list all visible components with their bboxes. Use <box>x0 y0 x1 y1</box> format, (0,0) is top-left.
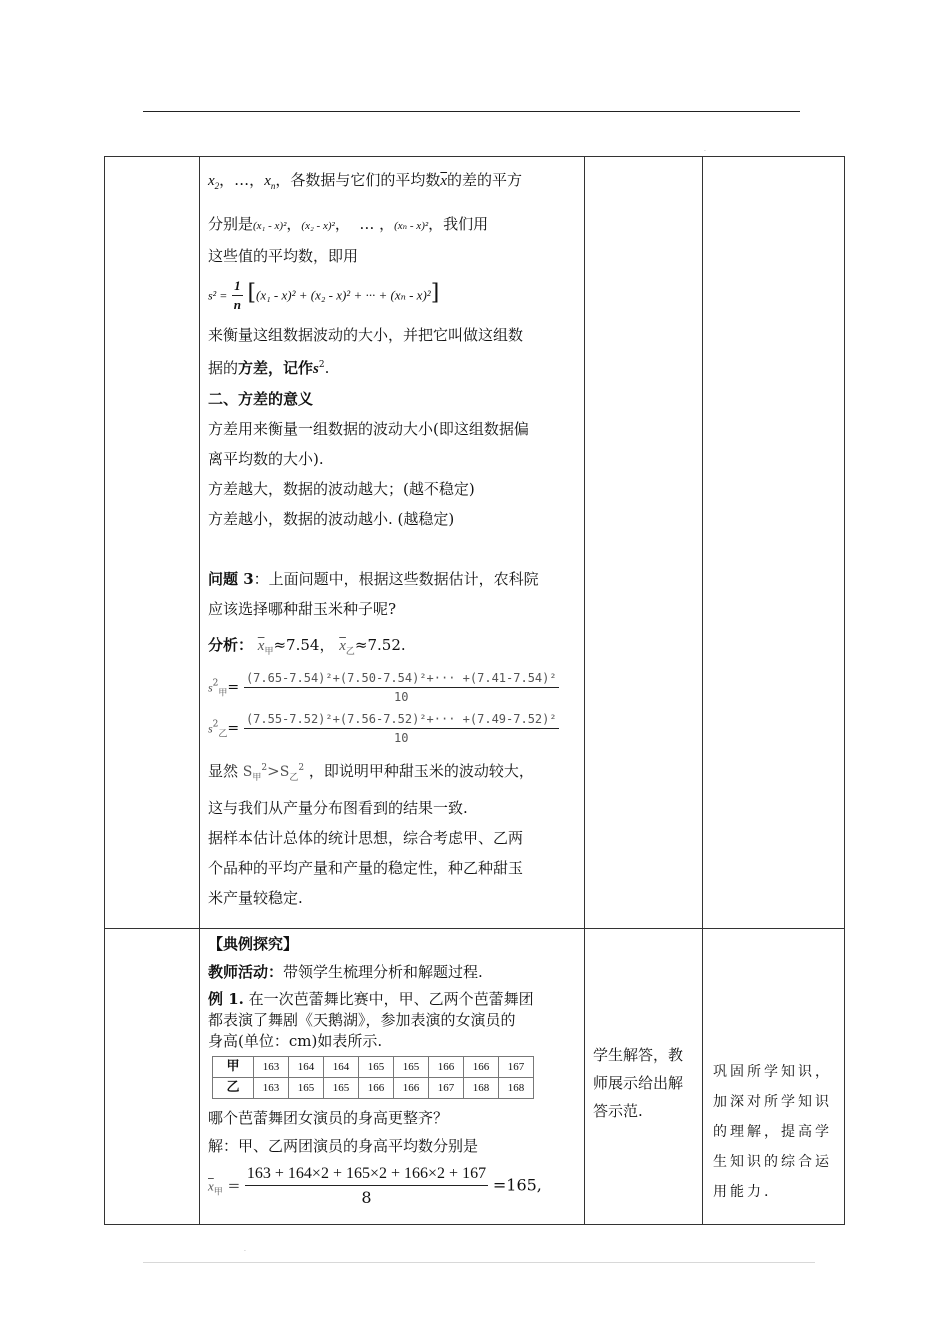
average-formula: $\overline{x}_甲$ = $\frac{163 + 164\times 2 + 165\times 2 + 166\times 2 + 167}{8}$ =165, <box>208 1165 542 1207</box>
height-value: 164 <box>324 1057 359 1078</box>
intent-cell-empty <box>703 157 845 929</box>
conclusion-1: 显然 $S_甲^2>S_乙^2$ ，即说明甲种甜玉米的波动较大， <box>208 762 534 783</box>
question-text: 哪个芭蕾舞团女演员的身高更整齐？ <box>208 1109 449 1127</box>
header-rule <box>143 111 800 112</box>
section-title-example: 【典例探究】 <box>208 935 299 953</box>
height-value: 166 <box>394 1078 429 1099</box>
height-value: 166 <box>464 1057 499 1078</box>
solution-text: 解：甲、乙两团演员的身高平均数分别是 <box>208 1137 479 1155</box>
height-value: 168 <box>499 1078 534 1099</box>
height-value: 163 <box>254 1078 289 1099</box>
height-value: 166 <box>429 1057 464 1078</box>
meaning-line-2: 离平均数的大小). <box>208 450 324 468</box>
conclusion-4: 个品种的平均产量和产量的稳定性，种乙种甜玉 <box>208 859 524 877</box>
content-cell <box>200 157 585 929</box>
page-mark: . <box>244 1246 246 1253</box>
teacher-activity: 教师活动：带领学生梳理分析和解题过程. <box>208 963 483 981</box>
variance-definition-2: 据的方差，记作$s^2$. <box>208 359 330 377</box>
height-value: 164 <box>289 1057 324 1078</box>
height-value: 165 <box>324 1078 359 1099</box>
table-row <box>213 1078 534 1099</box>
variance-intro-line: $x_2$，…，$x_n$，各数据与它们的平均数$\overline{x}$的差的平方 <box>208 171 523 191</box>
average-line: 这些值的平均数，即用 <box>208 247 359 265</box>
variance-formula: s² = $\frac{1}{n}$ [(x₁ - x)² + (x₂ - x)² + ··· + (xₙ - x)²] <box>208 278 440 312</box>
heights-table <box>212 1056 534 1099</box>
table-row <box>213 1057 534 1078</box>
height-value: 166 <box>359 1078 394 1099</box>
group-label: 甲 <box>213 1057 254 1078</box>
analysis-means: 分析： $\overline{x}_甲\approx 7.54$， $\overline{x}_乙\approx 7.52$. <box>208 636 406 657</box>
section-title-meaning: 二、方差的意义 <box>208 390 314 408</box>
student-activity: 学生解答，教师展示给出解答示范. <box>593 1046 684 1120</box>
meaning-line-4: 方差越小，数据的波动越小. (越稳定) <box>208 510 455 528</box>
stage-cell <box>105 929 200 1225</box>
table-row <box>105 157 845 929</box>
variance-yi-formula: $s^2_乙=$ $\frac{\text{(7.55-7.52)²+(7.56-7.52)²+··· +(7.49-7.52)²}}{10}$ <box>208 712 557 745</box>
height-value: 165 <box>394 1057 429 1078</box>
conclusion-5: 米产量较稳定. <box>208 889 303 907</box>
page-mark: . <box>704 146 706 153</box>
example-1-text: 例 1. 在一次芭蕾舞比赛中，甲、乙两个芭蕾舞团 都表演了舞剧《天鹅湖》，参加表演的女演员的 身高(单位：cm)如表所示. <box>208 990 534 1050</box>
lesson-table <box>104 156 845 1225</box>
student-cell-empty <box>585 157 703 929</box>
table-row <box>105 929 845 1225</box>
question-3: 问题 3：上面问题中，根据这些数据估计，农科院 <box>208 570 539 588</box>
deviation-terms-line: 分别是(x₁ - x)²，(x₂ - x)²， … ，(xₙ - x)²，我们用 <box>208 215 489 233</box>
conclusion-3: 据样本估计总体的统计思想，综合考虑甲、乙两 <box>208 829 524 847</box>
footer-rule <box>143 1262 815 1263</box>
student-activity-cell <box>585 929 703 1225</box>
example-cell <box>200 929 585 1225</box>
question-3-cont: 应该选择哪种甜玉米种子呢? <box>208 600 397 618</box>
group-label: 乙 <box>213 1078 254 1099</box>
conclusion-2: 这与我们从产量分布图看到的结果一致. <box>208 799 468 817</box>
spacer <box>208 534 580 564</box>
design-intent-cell <box>703 929 845 1225</box>
meaning-line-3: 方差越大，数据的波动越大；(越不稳定) <box>208 480 475 498</box>
height-value: 167 <box>499 1057 534 1078</box>
meaning-line-1: 方差用来衡量一组数据的波动大小(即这组数据偏 <box>208 420 529 438</box>
height-value: 163 <box>254 1057 289 1078</box>
stage-cell <box>105 157 200 929</box>
height-value: 165 <box>289 1078 324 1099</box>
variance-definition-1: 来衡量这组数据波动的大小，并把它叫做这组数 <box>208 326 524 344</box>
height-value: 165 <box>359 1057 394 1078</box>
height-value: 168 <box>464 1078 499 1099</box>
design-intent: 巩固所学知识，加深对所学知识的理解，提高学生知识的综合运用能力. <box>713 1064 832 1200</box>
variance-jia-formula: $s^2_甲=$ $\frac{\text{(7.65-7.54)²+(7.50-7.54)²+··· +(7.41-7.54)²}}{10}$ <box>208 671 557 704</box>
height-value: 167 <box>429 1078 464 1099</box>
